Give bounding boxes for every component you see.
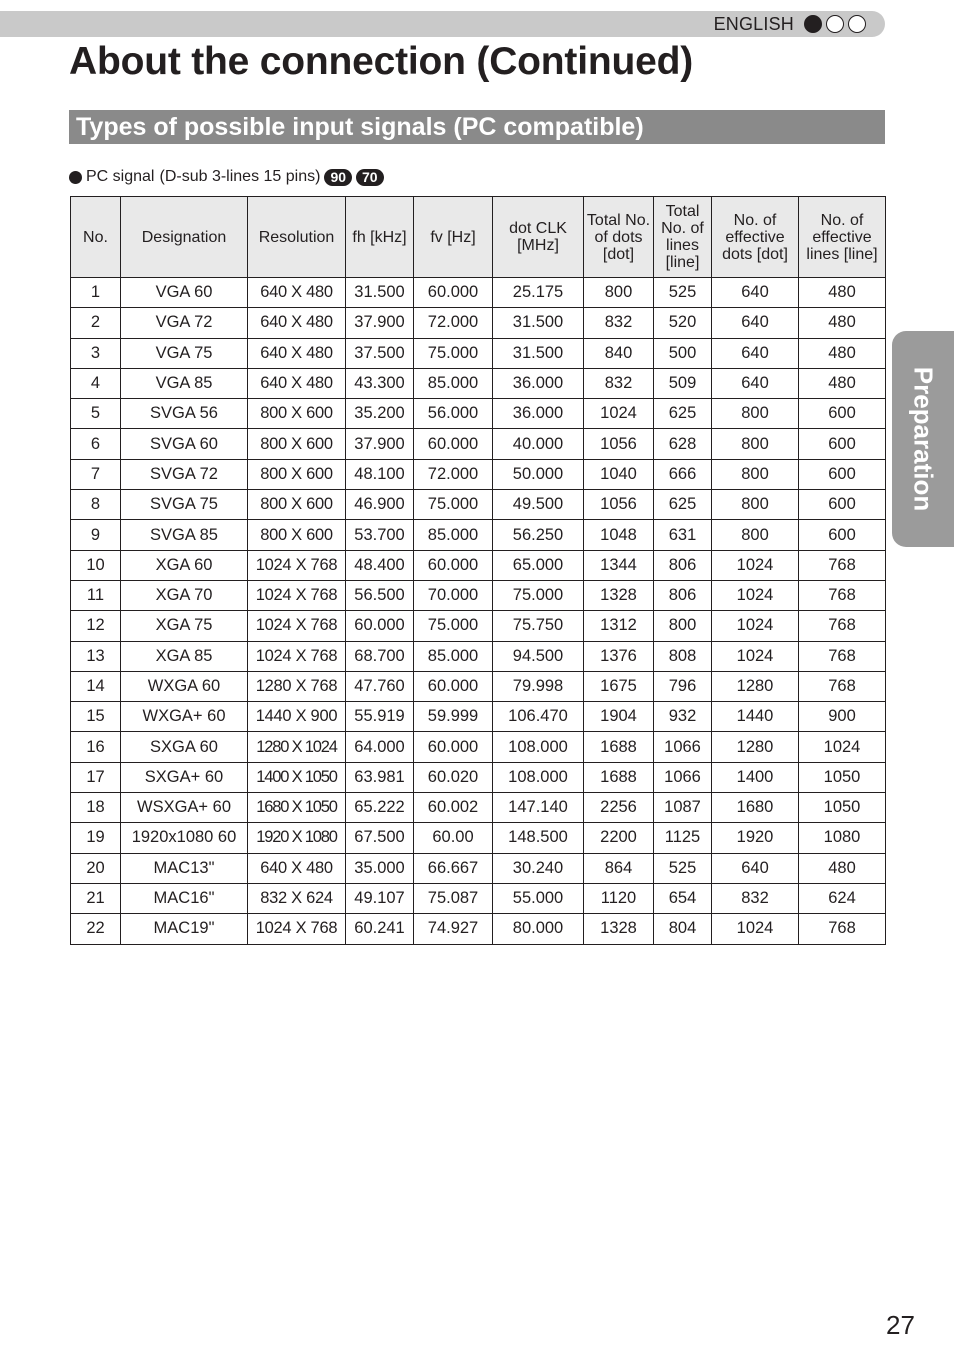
column-header: fv [Hz] (414, 197, 493, 278)
table-cell: 85.000 (414, 368, 493, 398)
table-cell: XGA 60 (121, 550, 248, 580)
table-cell: 1024 X 768 (248, 611, 346, 641)
page-title: About the connection (Continued) (69, 40, 693, 83)
table-cell: 10 (71, 550, 121, 580)
table-cell: VGA 85 (121, 368, 248, 398)
table-cell: 864 (584, 853, 654, 883)
table-cell: 55.919 (346, 702, 414, 732)
table-cell: 800 X 600 (248, 520, 346, 550)
table-cell: 31.500 (346, 278, 414, 308)
table-cell: 60.000 (414, 429, 493, 459)
table-cell: 800 (654, 611, 712, 641)
table-row (71, 429, 886, 459)
table-cell: 1400 (712, 762, 799, 792)
table-cell: 60.020 (414, 762, 493, 792)
signal-note-main: PC signal (86, 168, 155, 185)
table-cell: SVGA 56 (121, 399, 248, 429)
table-cell: 1125 (654, 823, 712, 853)
table-cell: 2200 (584, 823, 654, 853)
table-cell: 108.000 (493, 762, 584, 792)
table-cell: 1056 (584, 429, 654, 459)
table-cell: 800 X 600 (248, 459, 346, 489)
table-cell: 600 (799, 490, 886, 520)
table-cell: 56.250 (493, 520, 584, 550)
table-row (71, 278, 886, 308)
table-cell: 17 (71, 762, 121, 792)
table-cell: VGA 60 (121, 278, 248, 308)
table-cell: 35.200 (346, 399, 414, 429)
table-cell: 1680 (712, 793, 799, 823)
table-cell: MAC16" (121, 883, 248, 913)
table-cell: 800 X 600 (248, 490, 346, 520)
table-cell: 56.000 (414, 399, 493, 429)
table-cell: 31.500 (493, 308, 584, 338)
table-cell: 68.700 (346, 641, 414, 671)
table-cell: WXGA+ 60 (121, 702, 248, 732)
table-cell: 85.000 (414, 520, 493, 550)
table-cell: 1024 (584, 399, 654, 429)
table-cell: 640 (712, 308, 799, 338)
language-indicator (714, 12, 866, 36)
table-cell: 72.000 (414, 459, 493, 489)
table-cell: 640 (712, 278, 799, 308)
table-cell: 64.000 (346, 732, 414, 762)
table-cell: 1080 (799, 823, 886, 853)
table-cell: 480 (799, 308, 886, 338)
table-cell: 60.000 (414, 732, 493, 762)
table-cell: 5 (71, 399, 121, 429)
table-cell: 37.500 (346, 338, 414, 368)
table-cell: 65.000 (493, 550, 584, 580)
table-cell: 53.700 (346, 520, 414, 550)
table-row (71, 702, 886, 732)
table-cell: 60.00 (414, 823, 493, 853)
table-cell: 148.500 (493, 823, 584, 853)
table-cell: 1050 (799, 762, 886, 792)
table-row (71, 368, 886, 398)
table-cell: 25.175 (493, 278, 584, 308)
table-cell: 1024 (712, 580, 799, 610)
table-cell: 640 X 480 (248, 278, 346, 308)
table-cell: 50.000 (493, 459, 584, 489)
table-cell: 768 (799, 611, 886, 641)
column-header: No. of effective dots [dot] (712, 197, 799, 278)
table-cell: 75.000 (414, 490, 493, 520)
table-cell: 520 (654, 308, 712, 338)
table-cell: 35.000 (346, 853, 414, 883)
preparation-side-tab (892, 331, 954, 547)
table-cell: 48.100 (346, 459, 414, 489)
table-cell: 1920x1080 60 (121, 823, 248, 853)
table-cell: 22 (71, 914, 121, 944)
table-cell: 4 (71, 368, 121, 398)
table-cell: 832 X 624 (248, 883, 346, 913)
table-cell: 66.667 (414, 853, 493, 883)
table-cell: 800 X 600 (248, 399, 346, 429)
table-cell: 1440 X 900 (248, 702, 346, 732)
table-cell: 800 X 600 (248, 429, 346, 459)
table-cell: 60.000 (414, 671, 493, 701)
table-cell: 800 (712, 490, 799, 520)
table-cell: 108.000 (493, 732, 584, 762)
table-row (71, 914, 886, 944)
table-cell: 49.107 (346, 883, 414, 913)
table-row (71, 883, 886, 913)
table-cell: VGA 72 (121, 308, 248, 338)
table-cell: 75.087 (414, 883, 493, 913)
page-number: 27 (886, 1310, 915, 1340)
table-cell: 2256 (584, 793, 654, 823)
table-cell: 1050 (799, 793, 886, 823)
table-cell: 1920 (712, 823, 799, 853)
table-row (71, 490, 886, 520)
table-cell: 1056 (584, 490, 654, 520)
table-cell: 70.000 (414, 580, 493, 610)
table-cell: 15 (71, 702, 121, 732)
table-cell: XGA 85 (121, 641, 248, 671)
bullet-icon (69, 171, 82, 184)
table-cell: 1280 (712, 671, 799, 701)
table-cell: 500 (654, 338, 712, 368)
table-cell: 800 (712, 399, 799, 429)
table-cell: SXGA 60 (121, 732, 248, 762)
table-cell: 1 (71, 278, 121, 308)
column-header: dot CLK [MHz] (493, 197, 584, 278)
table-row (71, 671, 886, 701)
column-header: Designation (121, 197, 248, 278)
table-cell: 932 (654, 702, 712, 732)
table-cell: 19 (71, 823, 121, 853)
table-cell: 900 (799, 702, 886, 732)
table-cell: 640 (712, 853, 799, 883)
table-row (71, 732, 886, 762)
table-cell: 832 (712, 883, 799, 913)
table-cell: 640 (712, 368, 799, 398)
table-cell: 11 (71, 580, 121, 610)
column-header: Total No. of dots [dot] (584, 197, 654, 278)
table-cell: 60.002 (414, 793, 493, 823)
table-row (71, 308, 886, 338)
table-cell: 640 X 480 (248, 308, 346, 338)
table-cell: 832 (584, 368, 654, 398)
table-cell: 654 (654, 883, 712, 913)
table-cell: 624 (799, 883, 886, 913)
table-cell: 800 (712, 459, 799, 489)
table-cell: 600 (799, 459, 886, 489)
table-cell: 840 (584, 338, 654, 368)
table-cell: WXGA 60 (121, 671, 248, 701)
table-cell: SVGA 60 (121, 429, 248, 459)
table-cell: 806 (654, 550, 712, 580)
table-cell: XGA 70 (121, 580, 248, 610)
table-cell: MAC19" (121, 914, 248, 944)
column-header: Total No. of lines [line] (654, 197, 712, 278)
table-cell: 768 (799, 580, 886, 610)
table-cell: 1040 (584, 459, 654, 489)
table-cell: 20 (71, 853, 121, 883)
table-cell: 49.500 (493, 490, 584, 520)
table-cell: 1680 X 1050 (248, 793, 346, 823)
table-row (71, 853, 886, 883)
table-cell: 30.240 (493, 853, 584, 883)
table-cell: SVGA 85 (121, 520, 248, 550)
table-cell: 37.900 (346, 308, 414, 338)
table-cell: 75.750 (493, 611, 584, 641)
table-cell: 12 (71, 611, 121, 641)
table-cell: 625 (654, 399, 712, 429)
table-cell: 1066 (654, 762, 712, 792)
table-cell: 640 X 480 (248, 368, 346, 398)
table-cell: 1024 X 768 (248, 641, 346, 671)
table-cell: 75.000 (414, 338, 493, 368)
model-badge: 70 (356, 169, 384, 186)
column-header: Resolution (248, 197, 346, 278)
table-row (71, 399, 886, 429)
table-cell: 1280 (712, 732, 799, 762)
table-cell: 2 (71, 308, 121, 338)
table-cell: 74.927 (414, 914, 493, 944)
table-cell: 94.500 (493, 641, 584, 671)
table-cell: MAC13" (121, 853, 248, 883)
signal-table (70, 196, 886, 945)
table-cell: 600 (799, 429, 886, 459)
table-row (71, 823, 886, 853)
table-cell: 796 (654, 671, 712, 701)
table-cell: 40.000 (493, 429, 584, 459)
table-row (71, 338, 886, 368)
table-cell: 21 (71, 883, 121, 913)
table-cell: 48.400 (346, 550, 414, 580)
table-cell: 768 (799, 641, 886, 671)
signal-note (69, 168, 384, 186)
table-cell: 1087 (654, 793, 712, 823)
signal-note-detail: (D-sub 3-lines 15 pins) (159, 168, 321, 185)
table-cell: 85.000 (414, 641, 493, 671)
table-cell: 640 (712, 338, 799, 368)
table-row (71, 520, 886, 550)
table-cell: 18 (71, 793, 121, 823)
table-cell: SVGA 75 (121, 490, 248, 520)
table-cell: 808 (654, 641, 712, 671)
table-cell: SXGA+ 60 (121, 762, 248, 792)
table-row (71, 611, 886, 641)
table-cell: 625 (654, 490, 712, 520)
table-cell: 768 (799, 914, 886, 944)
table-cell: 1024 (712, 641, 799, 671)
table-cell: 1904 (584, 702, 654, 732)
table-cell: 666 (654, 459, 712, 489)
column-header: No. (71, 197, 121, 278)
table-cell: 37.900 (346, 429, 414, 459)
table-cell: 1328 (584, 914, 654, 944)
table-cell: 804 (654, 914, 712, 944)
language-dot-empty-icon (848, 15, 866, 33)
model-badge: 90 (324, 169, 352, 186)
table-cell: 800 (712, 520, 799, 550)
table-cell: 1024 (712, 550, 799, 580)
table-cell: 1024 (799, 732, 886, 762)
table-cell: 16 (71, 732, 121, 762)
table-cell: 806 (654, 580, 712, 610)
table-row (71, 580, 886, 610)
table-cell: 65.222 (346, 793, 414, 823)
language-label: ENGLISH (713, 13, 794, 34)
table-cell: 768 (799, 550, 886, 580)
table-cell: 1024 X 768 (248, 550, 346, 580)
table-cell: 106.470 (493, 702, 584, 732)
table-cell: 1066 (654, 732, 712, 762)
table-cell: 47.760 (346, 671, 414, 701)
table-cell: 525 (654, 853, 712, 883)
table-cell: 75.000 (493, 580, 584, 610)
table-row (71, 459, 886, 489)
table-cell: 60.000 (414, 550, 493, 580)
table-cell: 1024 X 768 (248, 914, 346, 944)
table-cell: 13 (71, 641, 121, 671)
table-cell: 640 X 480 (248, 853, 346, 883)
table-cell: 8 (71, 490, 121, 520)
table-cell: VGA 75 (121, 338, 248, 368)
table-cell: 59.999 (414, 702, 493, 732)
table-cell: 1120 (584, 883, 654, 913)
table-cell: 800 (584, 278, 654, 308)
table-cell: 480 (799, 278, 886, 308)
table-cell: 1024 (712, 914, 799, 944)
table-cell: 60.241 (346, 914, 414, 944)
table-cell: 3 (71, 338, 121, 368)
table-row (71, 793, 886, 823)
table-cell: 832 (584, 308, 654, 338)
table-cell: 75.000 (414, 611, 493, 641)
table-cell: 800 (712, 429, 799, 459)
table-cell: 55.000 (493, 883, 584, 913)
table-cell: 7 (71, 459, 121, 489)
table-cell: 36.000 (493, 368, 584, 398)
table-cell: 14 (71, 671, 121, 701)
table-cell: 1400 X 1050 (248, 762, 346, 792)
table-cell: 480 (799, 338, 886, 368)
table-cell: 6 (71, 429, 121, 459)
table-row (71, 550, 886, 580)
table-cell: 1328 (584, 580, 654, 610)
table-cell: 1280 X 1024 (248, 732, 346, 762)
table-cell: 60.000 (346, 611, 414, 641)
table-cell: 1675 (584, 671, 654, 701)
table-cell: 600 (799, 399, 886, 429)
table-cell: 768 (799, 671, 886, 701)
table-cell: 1024 X 768 (248, 580, 346, 610)
table-cell: 1024 (712, 611, 799, 641)
table-cell: 31.500 (493, 338, 584, 368)
side-tab-label: Preparation (908, 366, 939, 512)
table-cell: 1312 (584, 611, 654, 641)
table-cell: 631 (654, 520, 712, 550)
language-dot-filled-icon (804, 15, 822, 33)
table-cell: 67.500 (346, 823, 414, 853)
column-header: fh [kHz] (346, 197, 414, 278)
table-cell: 480 (799, 853, 886, 883)
table-cell: 63.981 (346, 762, 414, 792)
language-dot-empty-icon (826, 15, 844, 33)
table-cell: 509 (654, 368, 712, 398)
table-cell: 1688 (584, 762, 654, 792)
table-cell: 80.000 (493, 914, 584, 944)
table-header-row (71, 197, 886, 278)
table-cell: 1920 X 1080 (248, 823, 346, 853)
table-cell: 147.140 (493, 793, 584, 823)
table-row (71, 762, 886, 792)
table-cell: 1280 X 768 (248, 671, 346, 701)
table-cell: 1440 (712, 702, 799, 732)
table-cell: 79.998 (493, 671, 584, 701)
table-cell: 72.000 (414, 308, 493, 338)
table-cell: 1688 (584, 732, 654, 762)
table-cell: 600 (799, 520, 886, 550)
table-cell: 640 X 480 (248, 338, 346, 368)
column-header: No. of effective lines [line] (799, 197, 886, 278)
table-cell: SVGA 72 (121, 459, 248, 489)
table-cell: 525 (654, 278, 712, 308)
table-cell: 43.300 (346, 368, 414, 398)
table-cell: 46.900 (346, 490, 414, 520)
table-cell: 628 (654, 429, 712, 459)
table-row (71, 641, 886, 671)
table-cell: 36.000 (493, 399, 584, 429)
table-cell: 9 (71, 520, 121, 550)
section-title: Types of possible input signals (PC compatible) (69, 110, 885, 144)
table-cell: 56.500 (346, 580, 414, 610)
table-cell: XGA 75 (121, 611, 248, 641)
table-cell: 1344 (584, 550, 654, 580)
table-cell: 1048 (584, 520, 654, 550)
table-cell: 1376 (584, 641, 654, 671)
table-cell: 480 (799, 368, 886, 398)
table-cell: 60.000 (414, 278, 493, 308)
table-cell: WSXGA+ 60 (121, 793, 248, 823)
